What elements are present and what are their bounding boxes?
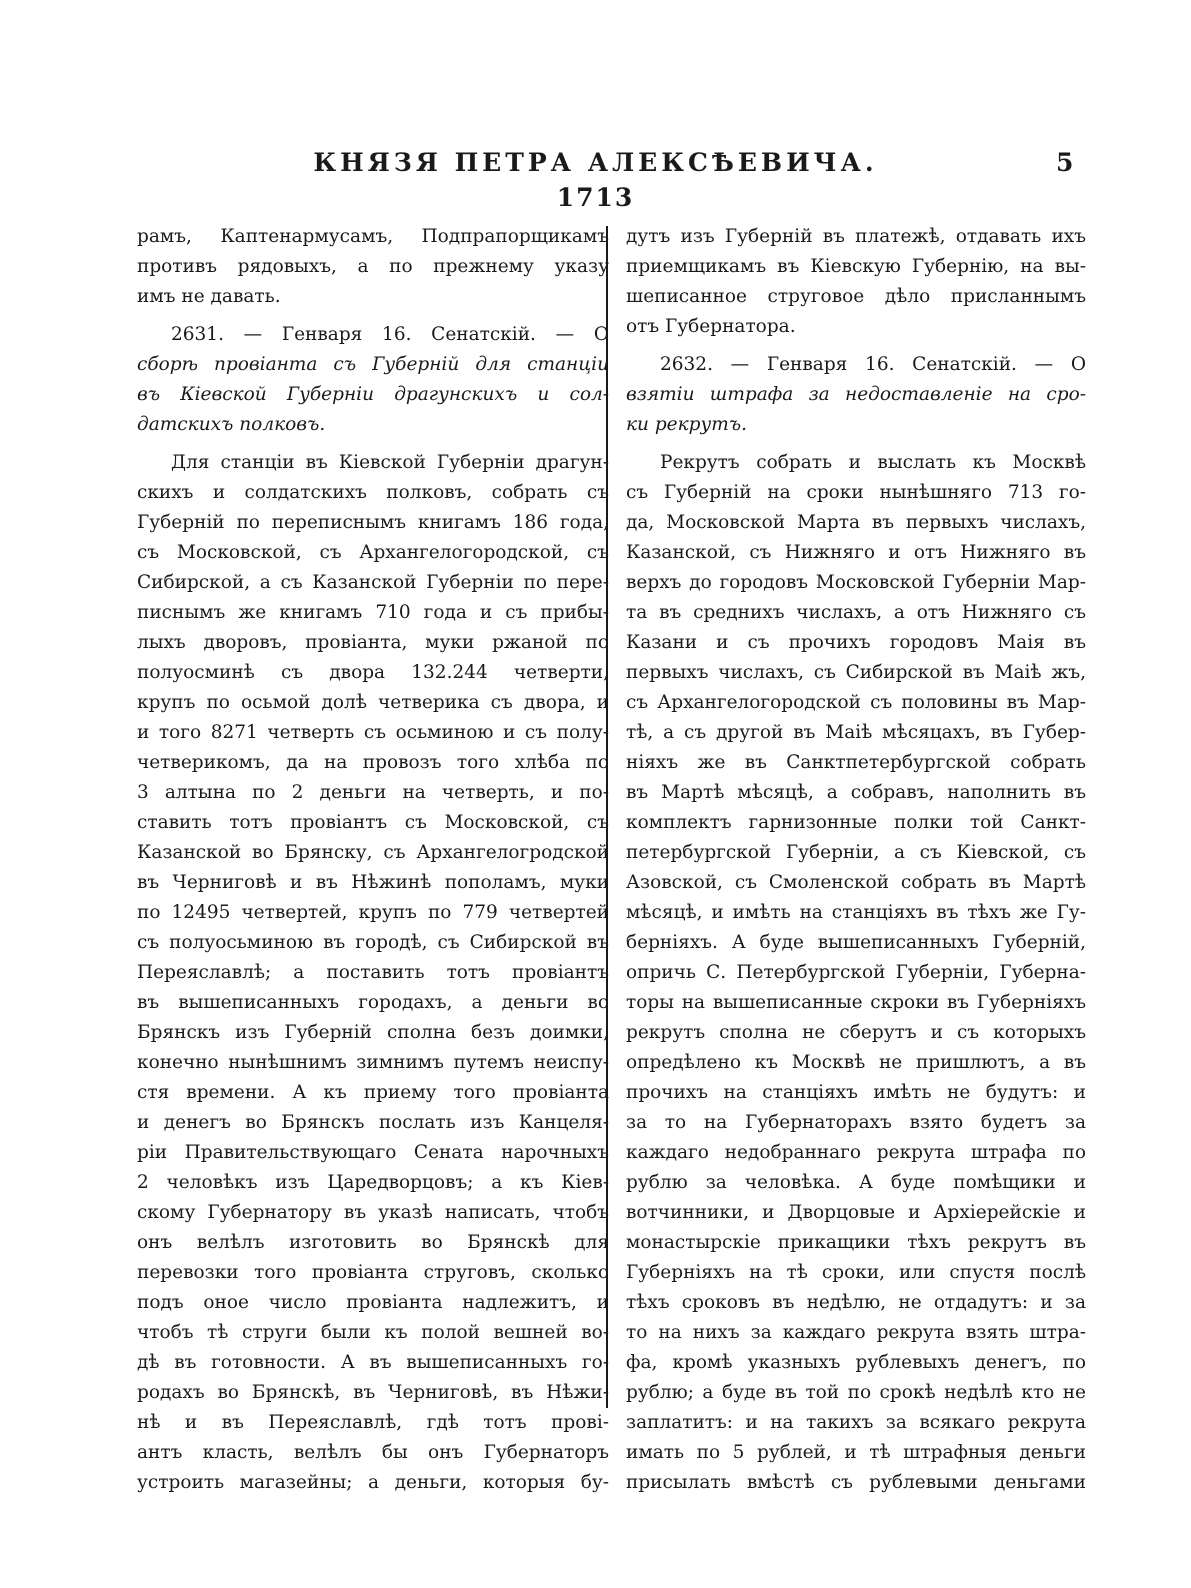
text-line: присылать вмѣстѣ съ рублевыми деньгами (626, 1472, 1086, 1493)
text-line: Казанской во Брянску, съ Архангелогродской (137, 842, 609, 863)
text-line: первыхъ числахъ, съ Сибирской въ Маіѣ жъ, (626, 662, 1086, 683)
left-continuation (137, 222, 609, 312)
text-line: тѣхъ сроковъ въ недѣлю, не отдадутъ: и за (626, 1292, 1086, 1313)
text-line: ставить тотъ провіантъ съ Московской, съ (137, 812, 609, 833)
page-number: 5 (1056, 148, 1074, 177)
entry-body (137, 448, 609, 1498)
text-line: перевозки того провіанта струговъ, сколько (137, 1262, 609, 1283)
text-line: имъ не давать. (137, 286, 281, 307)
text-line: Переяславлѣ; а поставить тотъ провіантъ (137, 962, 609, 983)
text-line: онъ велѣлъ изготовить во Брянскѣ для (137, 1232, 609, 1253)
text-line: Губерній по переписнымъ книгамъ 186 года, (137, 512, 609, 533)
text-line: 2 человѣкъ изъ Царедворцовъ; а къ Кіев- (137, 1172, 609, 1193)
text-line: Рекрутъ собрать и выслать къ Москвѣ (660, 452, 1086, 473)
text-line: по 12495 четвертей, крупъ по 779 четвертей (137, 902, 609, 923)
text-line: съ Губерній на сроки нынѣшняго 713 го- (626, 482, 1086, 503)
text-line: нѣ и въ Переяславлѣ, гдѣ тотъ прові- (137, 1412, 609, 1433)
text-line: то на нихъ за каждаго рекрута взять штра- (626, 1322, 1086, 1343)
text-line: за то на Губернаторахъ взято будетъ за (626, 1112, 1086, 1133)
text-line: лыхъ дворовъ, провіанта, муки ржаной по (137, 632, 609, 653)
text-line: дутъ изъ Губерній въ платежѣ, отдавать ихъ (626, 226, 1086, 247)
entry-subject-line: датскихъ полковъ. (137, 414, 326, 435)
text-line: въ Мартѣ мѣсяцѣ, а собравъ, наполнить въ (626, 782, 1086, 803)
text-line: заплатитъ: и на такихъ за всякаго рекрута (626, 1412, 1086, 1433)
text-line: стя времени. А къ приему того провіанта (137, 1082, 609, 1103)
entry-subject-line: сборѣ провіанта съ Губерній для станціи (137, 354, 609, 375)
text-line: Сибирской, а съ Казанской Губерніи по пере- (137, 572, 609, 593)
entry-subject-line: въ Кіевской Губерніи драгунскихъ и сол- (137, 384, 609, 405)
text-line: и денегъ во Брянскъ послать изъ Канцеля- (137, 1112, 609, 1133)
text-line: отъ Губернатора. (626, 316, 796, 337)
text-line: и того 8271 четверть съ осьминою и съ полу- (137, 722, 609, 743)
text-line: Казанской, съ Нижняго и отъ Нижняго въ (626, 542, 1086, 563)
text-line: фа, кромѣ указныхъ рублевыхъ денегъ, по (626, 1352, 1086, 1373)
text-line: тѣ, а съ другой въ Маіѣ мѣсяцахъ, въ Губер- (626, 722, 1086, 743)
entry-subject-line: ки рекрутъ. (626, 414, 748, 435)
text-line: приемщикамъ въ Кіевскую Губернію, на вы- (626, 256, 1086, 277)
entry-2632 (626, 350, 1086, 1498)
text-line: мѣсяцѣ, и имѣть на станціяхъ въ тѣхъ же Гу- (626, 902, 1086, 923)
entry-subject-line: взятіи штрафа за недоставленіе на сро- (626, 384, 1086, 405)
text-line: шеписанное струговое дѣло присланнымъ (626, 286, 1086, 307)
text-line: съ полуосьминою въ городѣ, съ Сибирской въ (137, 932, 609, 953)
text-line: полуосминѣ съ двора 132.244 четверти, (137, 662, 609, 683)
right-continuation (626, 222, 1086, 342)
right-column (626, 222, 1086, 1498)
text-line: рублю; а буде въ той по срокѣ недѣлѣ кто не (626, 1382, 1086, 1403)
text-line: торы на вышеписанные скроки въ Губерніяхъ (626, 992, 1086, 1013)
text-line: берніяхъ. А буде вышеписанныхъ Губерній, (626, 932, 1086, 953)
text-line: скихъ и солдатскихъ полковъ, собрать съ (137, 482, 609, 503)
year-heading: 1713 (556, 183, 635, 212)
entry-heading: 2632. — Генваря 16. Сенатскій. — О (660, 354, 1086, 375)
text-line: Казани и съ прочихъ городовъ Маія въ (626, 632, 1086, 653)
text-line: съ Архангелогородской съ половины въ Мар- (626, 692, 1086, 713)
text-line: комплектъ гарнизонные полки той Санкт- (626, 812, 1086, 833)
text-line: устроить магазейны; а деньги, которыя бу- (137, 1472, 609, 1493)
text-line: 3 алтына по 2 деньги на четверть, и по- (137, 782, 609, 803)
text-line: писнымъ же книгамъ 710 года и съ прибы- (137, 602, 609, 623)
text-line: крупъ по осьмой долѣ четверика съ двора, и (137, 692, 609, 713)
text-line: петербургской Губерніи, а съ Кіевской, съ (626, 842, 1086, 863)
text-line: рамъ, Каптенармусамъ, Подпрапорщикамъ (137, 226, 609, 247)
text-line: опричь С. Петербургской Губерніи, Губерна- (626, 962, 1086, 983)
text-line: подъ оное число провіанта надлежитъ, и (137, 1292, 609, 1313)
text-line: Брянскъ изъ Губерній сполна безъ доимки, (137, 1022, 609, 1043)
text-line: прочихъ на станціяхъ имѣть не будутъ: и (626, 1082, 1086, 1103)
text-line: Для станціи въ Кіевской Губерніи драгун- (171, 452, 609, 473)
text-line: дѣ въ готовности. А въ вышеписанныхъ го- (137, 1352, 609, 1373)
text-line: каждаго недобраннаго рекрута штрафа по (626, 1142, 1086, 1163)
text-line: опредѣлено къ Москвѣ не пришлютъ, а въ (626, 1052, 1086, 1073)
text-line: скому Губернатору въ указѣ написать, чтобъ (137, 1202, 609, 1223)
text-line: да, Московской Марта въ первыхъ числахъ, (626, 512, 1086, 533)
text-line: родахъ во Брянскѣ, въ Черниговѣ, въ Нѣжи- (137, 1382, 609, 1403)
text-line: четверикомъ, да на провозъ того хлѣба по (137, 752, 609, 773)
text-line: та въ среднихъ числахъ, а отъ Нижняго съ (626, 602, 1086, 623)
text-line: конечно нынѣшнимъ зимнимъ путемъ неиспу- (137, 1052, 609, 1073)
text-line: въ вышеписанныхъ городахъ, а деньги во (137, 992, 609, 1013)
entry-2631 (137, 320, 609, 1498)
text-line: ніяхъ же въ Санктпетербургской собрать (626, 752, 1086, 773)
text-line: монастырскіе прикащики тѣхъ рекрутъ въ (626, 1232, 1086, 1253)
text-line: антъ класть, велѣлъ бы онъ Губернаторъ (137, 1442, 609, 1463)
entry-heading: 2631. — Генваря 16. Сенатскій. — О (171, 324, 609, 345)
text-line: ріи Правительствующаго Сената нарочныхъ (137, 1142, 609, 1163)
left-column (137, 222, 609, 1498)
text-line: рублю за человѣка. А буде помѣщики и (626, 1172, 1086, 1193)
text-line: вотчинники, и Дворцовые и Архіерейскіе и (626, 1202, 1086, 1223)
text-line: верхъ до городовъ Московской Губерніи Мар- (626, 572, 1086, 593)
text-line: противъ рядовыхъ, а по прежнему указу (137, 256, 609, 277)
entry-body (626, 448, 1086, 1498)
text-line: съ Московской, съ Архангелогородской, съ (137, 542, 609, 563)
text-line: рекрутъ сполна не сберутъ и съ которыхъ (626, 1022, 1086, 1043)
text-line: чтобъ тѣ струги были къ полой вешней во- (137, 1322, 609, 1343)
text-line: имать по 5 рублей, и тѣ штрафныя деньги (626, 1442, 1086, 1463)
running-head-title: КНЯЗЯ ПЕТРА АЛЕКСѢЕВИЧА. (313, 148, 878, 177)
text-line: въ Черниговѣ и въ Нѣжинѣ пополамъ, муки (137, 872, 609, 893)
text-line: Азовской, съ Смоленской собрать въ Мартѣ (626, 872, 1086, 893)
text-line: Губерніяхъ на тѣ сроки, или спустя послѣ (626, 1262, 1086, 1283)
